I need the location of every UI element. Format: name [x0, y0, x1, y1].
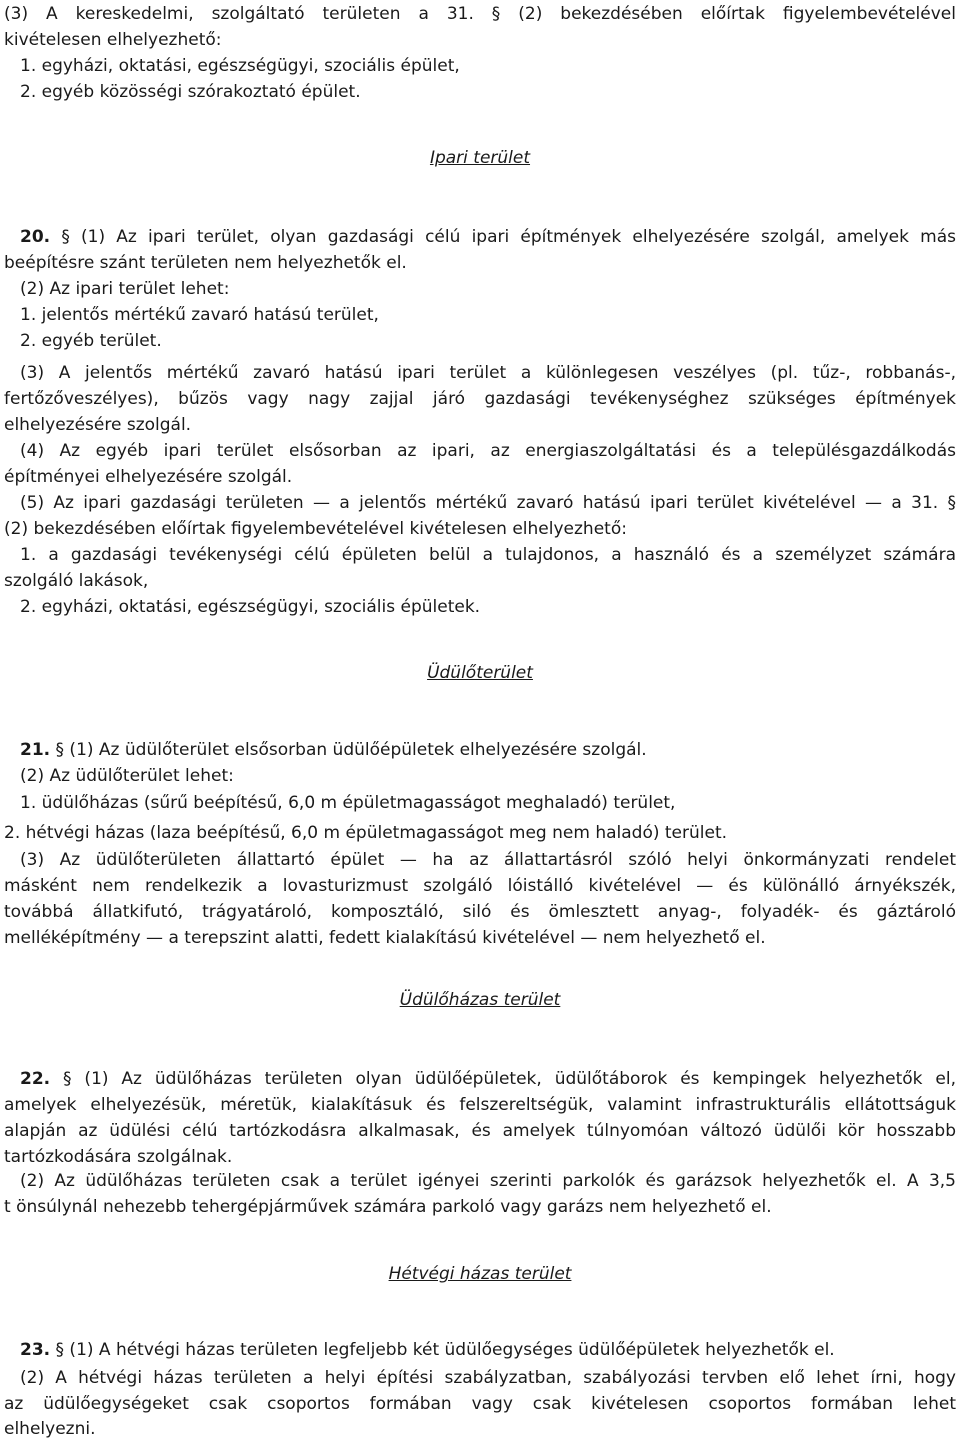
paragraph-line: (4) Az egyéb ipari terület elsősorban az ipari, az energiaszolgáltatási és a településgazdálkodás [20, 441, 956, 461]
paragraph-text: § (1) A hétvégi házas területen legfeljebb két üdülőegységes üdülőépületek helyezhetők el. [55, 1340, 835, 1360]
paragraph-line: (2) Az ipari terület lehet: [20, 279, 230, 299]
paragraph-line: (2) Az üdülőházas területen csak a terület igényei szerinti parkolók és garázsok helyezhetők el. A 3,5 [20, 1171, 956, 1191]
list-item: 2. egyéb terület. [20, 331, 162, 351]
paragraph-line: (2) bekezdésében előírtak figyelembevételével kivételesen elhelyezhető: [4, 519, 627, 539]
paragraph-line: (5) Az ipari gazdasági területen — a jelentős mértékű zavaró hatású ipari terület kivételével — a 31. § [20, 493, 956, 513]
list-item: 2. hétvégi házas (laza beépítésű, 6,0 m épületmagasságot meg nem haladó) terület. [4, 823, 728, 843]
paragraph-line: melléképítmény — a terepszint alatti, fedett kialakítású kivételével — nem helyezhető el. [4, 928, 766, 948]
paragraph-line: amelyek elhelyezésük, méretük, kialakításuk és felszereltségük, valamint infrastrukturális ellátottságuk [4, 1095, 956, 1115]
paragraph-line: beépítésre szánt területen nem helyezhetők el. [4, 253, 407, 273]
section-title-udulohazas-terulet: Üdülőházas terület [399, 990, 561, 1010]
paragraph-text: § (1) Az ipari terület, olyan gazdasági célú ipari építmények elhelyezésére szolgál, amelyek más [61, 227, 957, 247]
paragraph-line: fertőzőveszélyes), bűzös vagy nagy zajjal járó gazdasági tevékenységhez szükséges építmények [4, 389, 956, 409]
list-item: 1. egyházi, oktatási, egészségügyi, szociális épület, [20, 56, 460, 76]
paragraph-line: (2) Az üdülőterület lehet: [20, 766, 234, 786]
section-title-uduloterulet: Üdülőterület [427, 663, 533, 683]
section-title-ipari-terulet: Ipari terület [429, 148, 531, 168]
paragraph-line: építményei elhelyezésére szolgál. [4, 467, 293, 487]
paragraph-line: továbbá állatkifutó, trágyatároló, komposztáló, siló és ömlesztett anyag-, folyadék- és gáztároló [4, 902, 956, 922]
section-number: 21. [20, 740, 51, 760]
list-item: 1. a gazdasági tevékenységi célú épületen belül a tulajdonos, a használó és a személyzet számára [20, 545, 956, 565]
paragraph-text: § (1) Az üdülőterület elsősorban üdülőépületek elhelyezésére szolgál. [55, 740, 647, 760]
list-item: 1. jelentős mértékű zavaró hatású terület, [20, 305, 379, 325]
section-title-hetvegi-hazas-terulet: Hétvégi házas terület [388, 1264, 572, 1284]
paragraph-line: kivételesen elhelyezhető: [4, 30, 222, 50]
section-20-line [20, 224, 956, 250]
section-number: 23. [20, 1340, 51, 1360]
section-number: 22. [20, 1069, 51, 1089]
paragraph-line: az üdülőegységeket csak csoportos formában vagy csak kivételesen csoportos formában lehet [4, 1394, 956, 1414]
paragraph-line: (2) A hétvégi házas területen a helyi építési szabályzatban, szabályozási tervben elő lehet írni, hogy [20, 1368, 956, 1388]
list-item: szolgáló lakások, [4, 571, 149, 591]
paragraph-text: § (1) Az üdülőházas területen olyan üdülőépületek, üdülőtáborok és kempingek helyezhetők el, [63, 1069, 956, 1089]
paragraph-line: másként nem rendelkezik a lovasturizmust szolgáló lóistálló kivételével — és különálló árnyékszék, [4, 876, 956, 896]
section-23-line [20, 1337, 956, 1363]
paragraph-line: elhelyezésére szolgál. [4, 415, 192, 435]
paragraph-line: t önsúlynál nehezebb tehergépjárművek számára parkoló vagy garázs nem helyezhető el. [4, 1197, 772, 1217]
paragraph-line: tartózkodására szolgálnak. [4, 1147, 233, 1167]
section-number: 20. [20, 227, 51, 247]
paragraph-line: (3) A jelentős mértékű zavaró hatású ipari terület a különlegesen veszélyes (pl. tűz-, robbanás-, [20, 363, 956, 383]
list-item: 1. üdülőházas (sűrű beépítésű, 6,0 m épületmagasságot meghaladó) terület, [20, 793, 676, 813]
paragraph-line: (3) Az üdülőterületen állattartó épület — ha az állattartásról szóló helyi önkormányzati rendelet [20, 850, 956, 870]
list-item: 2. egyházi, oktatási, egészségügyi, szociális épületek. [20, 597, 481, 617]
paragraph-line: elhelyezni. [4, 1419, 96, 1439]
paragraph-line: alapján az üdülési célú tartózkodásra alkalmasak, és amelyek túlnyomóan változó üdülői kör hosszabb [4, 1121, 956, 1141]
list-item: 2. egyéb közösségi szórakoztató épület. [20, 82, 361, 102]
section-21-line [20, 737, 956, 763]
paragraph-line: (3) A kereskedelmi, szolgáltató területen a 31. § (2) bekezdésében előírtak figyelembevételével [4, 4, 956, 24]
section-22-line [20, 1066, 956, 1092]
